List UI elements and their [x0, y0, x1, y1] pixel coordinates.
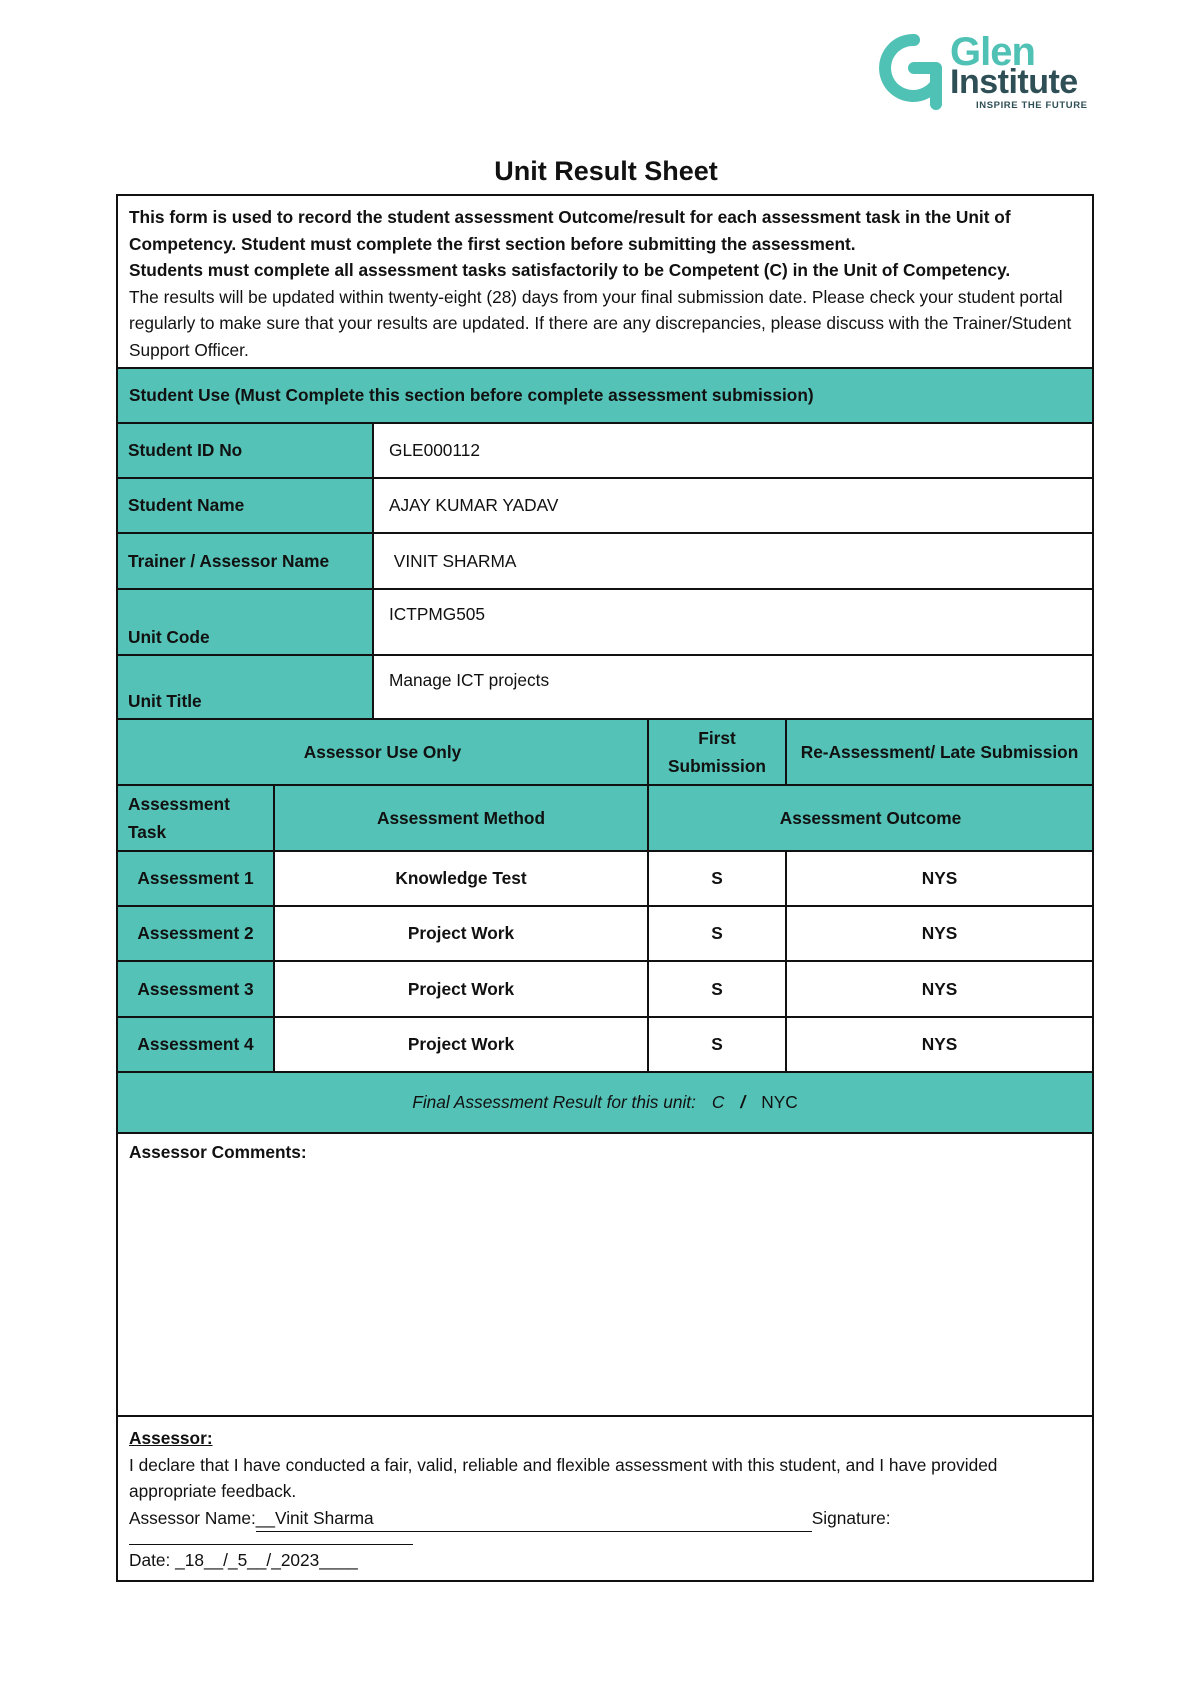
- unit-code-label: Unit Code: [118, 590, 374, 654]
- assessor-name-label: Trainer / Assessor Name: [118, 534, 374, 588]
- result-sheet: [116, 194, 1094, 1582]
- assessment-method-cell: Project Work: [275, 907, 649, 960]
- first-submission-cell: S: [649, 962, 787, 1016]
- assessment-method-cell: Project Work: [275, 1018, 649, 1071]
- table-row: [118, 1018, 1092, 1073]
- first-submission-cell: S: [649, 907, 787, 960]
- unit-title-row: [118, 656, 1092, 720]
- assessor-signature-line: [129, 1505, 1081, 1533]
- student-name-row: [118, 479, 1092, 534]
- resubmission-cell: NYS: [921, 1034, 958, 1054]
- glen-institute-logo: [878, 30, 1088, 112]
- assessment-task-cell: Assessment 1: [118, 852, 275, 905]
- assessment-outcome-header: Assessment Outcome: [779, 807, 962, 828]
- intro-line-1: This form is used to record the student assessment Outcome/result for each assessment task in the Unit of Competency. Student must complete the first section before submitting the assessment.: [129, 207, 1011, 254]
- assessment-task-cell: Assessment 4: [118, 1018, 275, 1071]
- assessment-task-header: Assessment Task: [118, 786, 275, 850]
- assessment-method-cell: Knowledge Test: [275, 852, 649, 905]
- student-id-label: Student ID No: [118, 424, 374, 477]
- assessor-comments-box[interactable]: [118, 1134, 1092, 1417]
- assessment-task-cell: Assessment 2: [118, 907, 275, 960]
- assessor-name-row: [118, 534, 1092, 590]
- final-result-label: Final Assessment Result for this unit:: [412, 1092, 696, 1112]
- unit-code-value[interactable]: ICTPMG505: [389, 604, 486, 624]
- date-field[interactable]: Date: _18__/_5__/_2023____: [129, 1550, 358, 1570]
- student-name-value[interactable]: AJAY KUMAR YADAV: [389, 495, 559, 515]
- assessor-name-entry: __Vinit Sharma: [255, 1507, 374, 1528]
- intro-line-2: Students must complete all assessment tasks satisfactorily to be Competent (C) in the Unit of Competency.: [129, 260, 1011, 280]
- logo-tagline: INSPIRE THE FUTURE: [976, 100, 1088, 111]
- table-row: [118, 852, 1092, 907]
- table-row: [118, 962, 1092, 1018]
- final-result-separator: /: [740, 1092, 746, 1112]
- declaration-text: I declare that I have conducted a fair, valid, reliable and flexible assessment with this student, and I have provided appropriate feedback.: [129, 1454, 998, 1501]
- assessment-columns-row: [118, 786, 1092, 852]
- declaration-heading: Assessor:: [129, 1428, 213, 1448]
- student-id-row: [118, 424, 1092, 479]
- logo-mark-icon: [878, 32, 950, 114]
- assessment-method-header: Assessment Method: [275, 786, 649, 850]
- logo-text-institute: Institute: [950, 63, 1078, 101]
- student-id-value[interactable]: GLE000112: [389, 440, 480, 460]
- assessor-comments-label: Assessor Comments:: [129, 1142, 307, 1162]
- resubmission-cell: NYS: [921, 868, 958, 888]
- assessor-header-row: [118, 720, 1092, 786]
- student-section-header: Student Use (Must Complete this section before complete assessment submission): [118, 369, 1092, 424]
- table-row: [118, 907, 1092, 962]
- unit-code-row: [118, 590, 1092, 656]
- signature-rule: [129, 1544, 413, 1545]
- final-result-not-competent[interactable]: NYC: [761, 1092, 798, 1112]
- page-title: Unit Result Sheet: [494, 156, 718, 186]
- assessment-method-cell: Project Work: [275, 962, 649, 1016]
- student-name-label: Student Name: [118, 479, 374, 532]
- first-submission-cell: S: [649, 852, 787, 905]
- logo-text-glen: Glen: [950, 30, 1035, 74]
- assessor-name-field[interactable]: [256, 1505, 812, 1533]
- final-result-competent[interactable]: C: [711, 1092, 725, 1112]
- assessor-name-label: Assessor Name:: [129, 1507, 256, 1528]
- signature-label: Signature:: [811, 1507, 891, 1528]
- resubmission-cell: NYS: [921, 923, 958, 943]
- resubmission-cell: NYS: [921, 978, 958, 999]
- intro-text: [118, 196, 1092, 369]
- final-result-row: [118, 1073, 1092, 1134]
- first-submission-cell: S: [649, 1018, 787, 1071]
- assessment-task-cell: Assessment 3: [118, 962, 275, 1016]
- intro-line-3: The results will be updated within twenty-eight (28) days from your final submission date. Please check your student portal regularly to make sure that your results are updated. If there are any discrepancies, please discuss with the Trainer/Student Support Officer.: [129, 286, 1072, 360]
- assessor-name-value[interactable]: VINIT SHARMA: [389, 550, 517, 571]
- unit-title-label: Unit Title: [118, 656, 374, 718]
- assessor-declaration: [118, 1417, 1092, 1580]
- unit-title-value[interactable]: Manage ICT projects: [389, 670, 550, 690]
- first-submission-label: First Submission: [649, 720, 787, 784]
- assessor-use-only-label: Assessor Use Only: [118, 720, 649, 784]
- reassessment-label: Re-Assessment/ Late Submission: [800, 741, 1079, 762]
